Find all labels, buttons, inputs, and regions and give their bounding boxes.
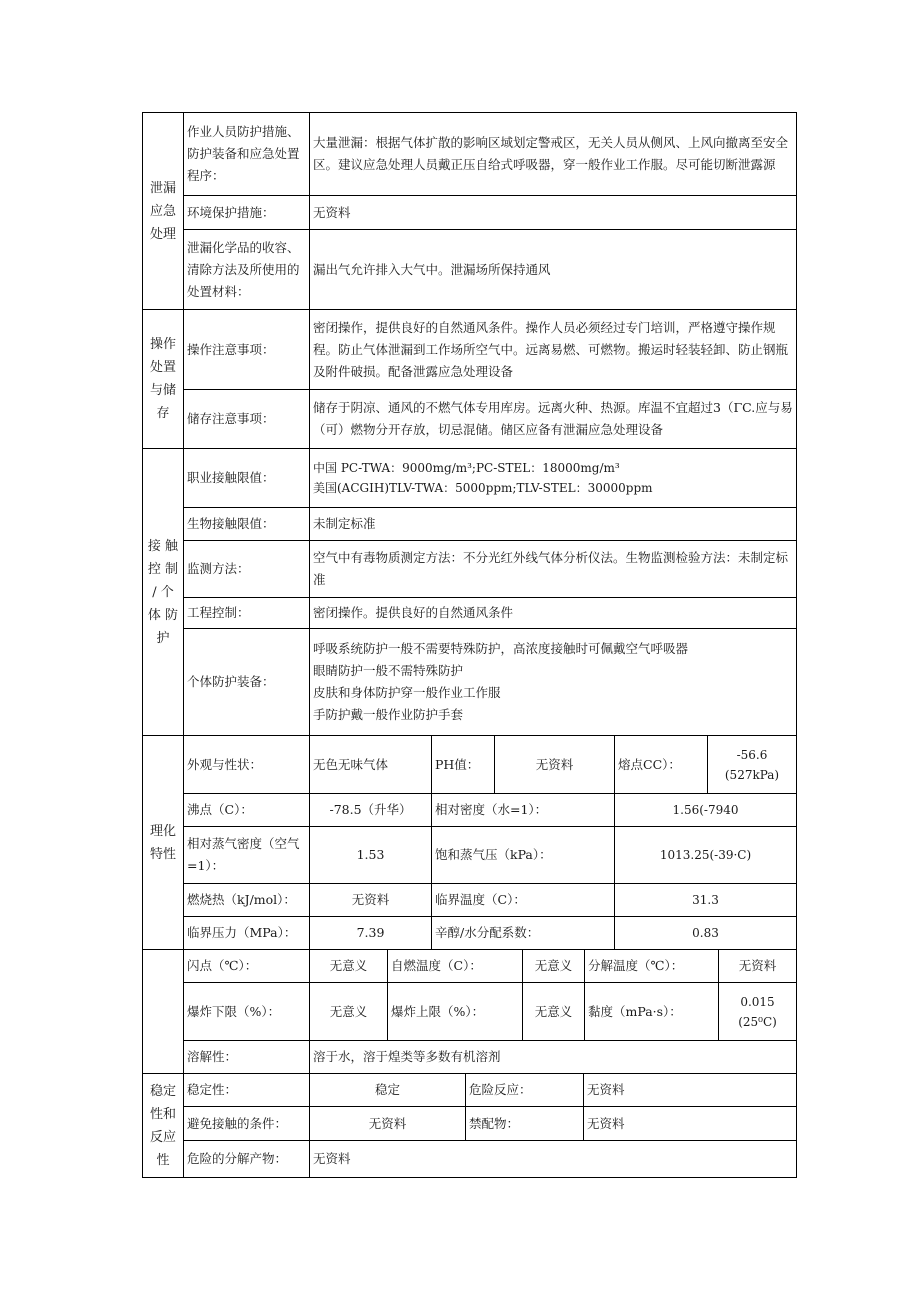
handling-label: 操作注意事项： bbox=[184, 310, 310, 390]
stability-table bbox=[142, 1073, 797, 1178]
avoid-conditions-label: 避免接触的条件： bbox=[184, 1107, 310, 1141]
leak-env-label: 环境保护措施： bbox=[184, 196, 310, 230]
ppe-value bbox=[310, 629, 797, 736]
boiling-label: 沸点（C）： bbox=[184, 794, 310, 827]
flash-value: 无意义 bbox=[310, 950, 388, 983]
physchem-section-title: 理化特性 bbox=[143, 736, 184, 950]
ph-value: 无资料 bbox=[495, 736, 615, 794]
storage-label: 储存注意事项： bbox=[184, 390, 310, 449]
viscosity-label: 黏度（mPa·s）： bbox=[585, 983, 719, 1041]
density-label: 相对密度（水=1）： bbox=[432, 794, 615, 827]
appearance-value: 无色无味气体 bbox=[310, 736, 432, 794]
critical-pressure-label: 临界压力（MPa）： bbox=[184, 917, 310, 950]
upper-explosive-value: 无意义 bbox=[523, 983, 585, 1041]
stability-value: 稳定 bbox=[310, 1074, 466, 1107]
partition-label: 辛醇/水分配系数： bbox=[432, 917, 615, 950]
ppe-hand: 手防护戴一般作业防护手套 bbox=[313, 707, 464, 722]
decomposition-products-label: 危险的分解产物： bbox=[184, 1141, 310, 1178]
decomposition-temp-label: 分解温度（℃）： bbox=[585, 950, 719, 983]
melting-value bbox=[708, 736, 797, 794]
ppe-respiratory: 呼吸系统防护一般不需要特殊防护，高浓度接触时可佩戴空气呼吸器 bbox=[313, 641, 689, 656]
stability-label: 稳定性： bbox=[184, 1074, 310, 1107]
critical-pressure-value: 7.39 bbox=[310, 917, 432, 950]
physchem-side-cell bbox=[143, 950, 184, 1074]
incompatible-value: 无资料 bbox=[584, 1107, 797, 1141]
engineering-label: 工程控制： bbox=[184, 598, 310, 629]
bio-limit-label: 生物接触限值： bbox=[184, 508, 310, 541]
autoignition-label: 自燃温度（C）： bbox=[388, 950, 523, 983]
leak-env-value: 无资料 bbox=[310, 196, 797, 230]
combustion-value: 无资料 bbox=[310, 884, 432, 917]
oel-value bbox=[310, 449, 797, 508]
melting-label: 熔点CC）： bbox=[615, 736, 708, 794]
appearance-label: 外观与性状： bbox=[184, 736, 310, 794]
engineering-value: 密闭操作。提供良好的自然通风条件 bbox=[310, 598, 797, 629]
autoignition-value: 无意义 bbox=[523, 950, 585, 983]
partition-value: 0.83 bbox=[615, 917, 797, 950]
physchem-table-b bbox=[142, 949, 797, 1074]
viscosity-value bbox=[719, 983, 797, 1041]
oel-label: 职业接触限值： bbox=[184, 449, 310, 508]
hazard-reaction-label: 危险反应： bbox=[466, 1074, 584, 1107]
leak-cleanup-label: 泄漏化学品的收容、清除方法及所使用的处置材料： bbox=[184, 230, 310, 310]
ppe-eye: 眼睛防护一般不需特殊防护 bbox=[313, 663, 464, 678]
monitoring-value: 空气中有毒物质测定方法：不分光红外线气体分析仪法。生物监测检验方法：未制定标准 bbox=[310, 541, 797, 598]
handling-table bbox=[142, 309, 797, 449]
melting-temp: -56.6 bbox=[736, 747, 768, 762]
msds-page bbox=[142, 112, 796, 1178]
leak-protection-label: 作业人员防护措施、防护装备和应急处置程序： bbox=[184, 113, 310, 196]
melting-pressure: (527kPa) bbox=[724, 767, 780, 782]
ppe-skin: 皮肤和身体防护穿一般作业工作服 bbox=[313, 685, 501, 700]
oel-china: 中国 PC-TWA：9000mg/m³;PC-STEL：18000mg/m³ bbox=[313, 461, 620, 475]
ph-label: PH值： bbox=[432, 736, 495, 794]
leak-protection-value: 大量泄漏：根据气体扩散的影响区域划定警戒区，无关人员从侧风、上风向撤离至安全区。建议应急处理人员戴正压自给式呼吸器，穿一般作业工作服。尽可能切断泄露源 bbox=[310, 113, 797, 196]
monitoring-label: 监测方法： bbox=[184, 541, 310, 598]
decomposition-products-value: 无资料 bbox=[310, 1141, 797, 1178]
flash-label: 闪点（℃）： bbox=[184, 950, 310, 983]
leak-table bbox=[142, 112, 797, 310]
boiling-value: -78.5（升华） bbox=[310, 794, 432, 827]
solubility-value: 溶于水，溶于煌类等多数有机溶剂 bbox=[310, 1041, 797, 1074]
critical-temp-label: 临界温度（C）： bbox=[432, 884, 615, 917]
lower-explosive-label: 爆炸下限（%）： bbox=[184, 983, 310, 1041]
physchem-table-a bbox=[142, 735, 797, 950]
exposure-table bbox=[142, 448, 797, 736]
combustion-label: 燃烧热（kJ/mol）： bbox=[184, 884, 310, 917]
viscosity-temp: (25⁰C) bbox=[738, 1014, 777, 1029]
vapor-density-value: 1.53 bbox=[310, 827, 432, 884]
hazard-reaction-value: 无资料 bbox=[584, 1074, 797, 1107]
decomposition-temp-value: 无资料 bbox=[719, 950, 797, 983]
exposure-section-title: 接 触 控 制 / 个 体 防护 bbox=[143, 449, 184, 736]
upper-explosive-label: 爆炸上限（%）： bbox=[388, 983, 523, 1041]
handling-value: 密闭操作，提供良好的自然通风条件。操作人员必须经过专门培训，严格遵守操作规程。防止气体泄漏到工作场所空气中。远离易燃、可燃物。搬运时轻装轻卸、防止钢瓶及附件破损。配备泄露应急处理设备 bbox=[310, 310, 797, 390]
vapor-density-label: 相对蒸气密度（空气=1）： bbox=[184, 827, 310, 884]
leak-section-title: 泄漏应急处理 bbox=[143, 113, 184, 310]
vapor-pressure-value: 1013.25(-39·C) bbox=[615, 827, 797, 884]
oel-usa: 美国(ACGIH)TLV-TWA：5000ppm;TLV-STEL：30000ppm bbox=[313, 481, 653, 495]
handling-section-title: 操作处置与储存 bbox=[143, 310, 184, 449]
leak-cleanup-value: 漏出气允许排入大气中。泄漏场所保持通风 bbox=[310, 230, 797, 310]
stability-section-title: 稳定性和反应性 bbox=[143, 1074, 184, 1178]
lower-explosive-value: 无意义 bbox=[310, 983, 388, 1041]
ppe-label: 个体防护装备： bbox=[184, 629, 310, 736]
avoid-conditions-value: 无资料 bbox=[310, 1107, 466, 1141]
bio-limit-value: 未制定标准 bbox=[310, 508, 797, 541]
density-value: 1.56(-7940 bbox=[615, 794, 797, 827]
vapor-pressure-label: 饱和蒸气压（kPa）： bbox=[432, 827, 615, 884]
solubility-label: 溶解性： bbox=[184, 1041, 310, 1074]
storage-value: 储存于阴凉、通风的不燃气体专用库房。远离火种、热源。库温不宜超过3（ΓC.应与易（可）燃物分开存放，切忌混储。储区应备有泄漏应急处理设备 bbox=[310, 390, 797, 449]
incompatible-label: 禁配物： bbox=[466, 1107, 584, 1141]
critical-temp-value: 31.3 bbox=[615, 884, 797, 917]
viscosity-number: 0.015 bbox=[740, 994, 775, 1009]
